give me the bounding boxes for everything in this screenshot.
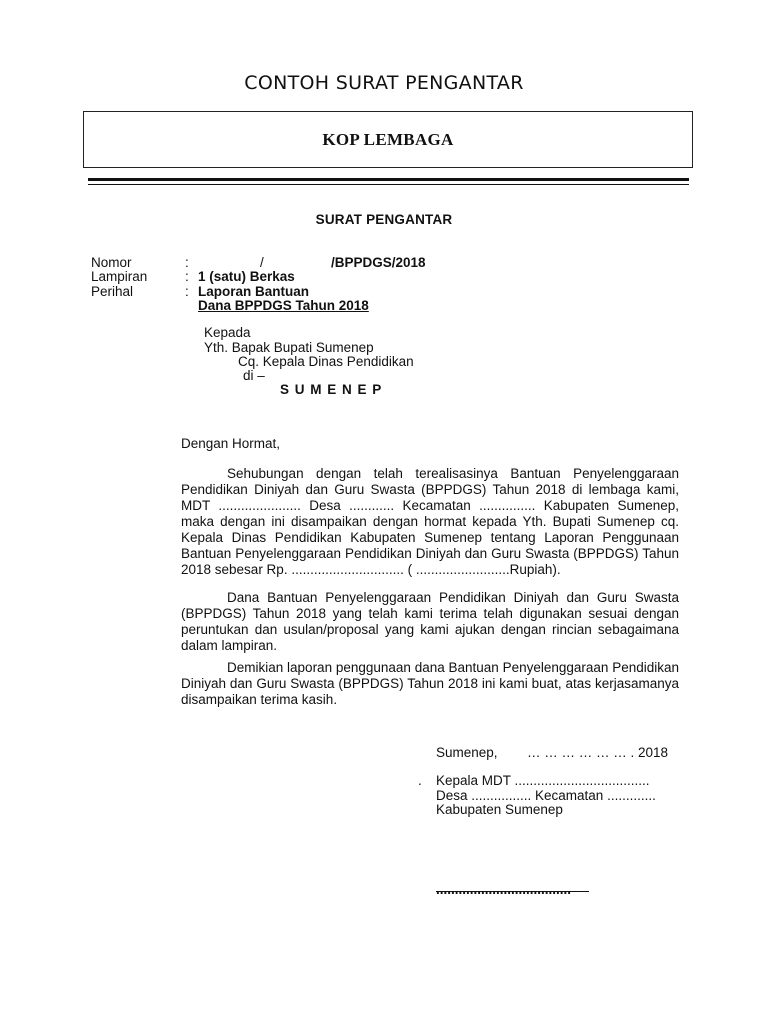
- body-paragraph-3: [181, 660, 679, 708]
- recipient-di: di –: [243, 368, 265, 383]
- lampiran-label: Lampiran: [91, 269, 148, 284]
- body-paragraph-2: [181, 590, 679, 654]
- closing-line1: Kepala MDT ....................................: [436, 773, 650, 788]
- perihal-line2: Dana BPPDGS Tahun 2018: [198, 298, 369, 313]
- nomor-colon: :: [185, 255, 189, 270]
- recipient-cq: Cq. Kepala Dinas Pendidikan: [238, 354, 414, 369]
- nomor-value: /BPPDGS/2018: [331, 255, 426, 270]
- letter-title: SURAT PENGANTAR: [315, 212, 453, 227]
- recipient-yth: Yth. Bapak Bupati Sumenep: [204, 340, 374, 355]
- recipient-kepada: Kepada: [204, 325, 251, 340]
- closing-dot: .: [418, 773, 422, 788]
- lampiran-value: 1 (satu) Berkas: [198, 269, 295, 284]
- lampiran-colon: :: [185, 269, 189, 284]
- nomor-slash: /: [260, 255, 264, 270]
- closing-place: Sumenep,: [436, 745, 498, 760]
- nomor-label: Nomor: [91, 255, 132, 270]
- page-heading: CONTOH SURAT PENGANTAR: [244, 72, 524, 94]
- closing-line2: Desa ................ Kecamatan .............: [436, 788, 656, 803]
- body-paragraph-3-text: Demikian laporan penggunaan dana Bantuan Penyelenggaraan Pendidikan Diniyah dan Guru Swasta (BPPDGS) Tahun 2018 ini kami buat, atas kerjasamanya disampaikan terima kasih.: [181, 660, 679, 707]
- closing-date: … … … … … … . 2018: [527, 745, 669, 760]
- body-paragraph-2-text: Dana Bantuan Penyelenggaraan Pendidikan Diniyah dan Guru Swasta (BPPDGS) Tahun 2018 yang telah kami terima telah digunakan sesuai dengan peruntukan dan usulan/proposal yang kami ajukan dengan rincian sebagaimana dalam lampiran.: [181, 590, 679, 653]
- perihal-colon: :: [185, 284, 189, 299]
- body-paragraph-1: [181, 466, 679, 578]
- perihal-line1: Laporan Bantuan: [198, 284, 310, 299]
- letterhead-rule-thick: [88, 178, 689, 181]
- recipient-city: S U M E N E P: [280, 382, 383, 397]
- closing-line3: Kabupaten Sumenep: [436, 802, 563, 817]
- letterhead-box: [83, 111, 693, 168]
- letterhead-title: KOP LEMBAGA: [322, 129, 454, 149]
- letterhead-rule-thin: [88, 184, 689, 185]
- signature-placeholder: ....................................: [436, 882, 572, 897]
- signature-underline: [436, 891, 589, 892]
- body-paragraph-1-text: Sehubungan dengan telah terealisasinya Bantuan Penyelenggaraan Pendidikan Diniyah dan Guru Swasta (BPPDGS) Tahun 2018 di lembaga kami, MDT ...................... Desa ............ Kecamatan ............... Kabupaten Sumenep, maka dengan ini disampaikan dengan hormat kepada Yth. Bupati Sumenep cq. Kepala Dinas Pendidikan Kabupaten Sumenep tentang Laporan Penggunaan Bantuan Penyelenggaraan Pendidikan Diniyah dan Guru Swasta (BPPDGS) Tahun 2018 sebesar Rp. .............................. ( .........................Rupiah).: [181, 466, 679, 577]
- salutation: Dengan Hormat,: [181, 436, 281, 451]
- perihal-label: Perihal: [91, 284, 134, 299]
